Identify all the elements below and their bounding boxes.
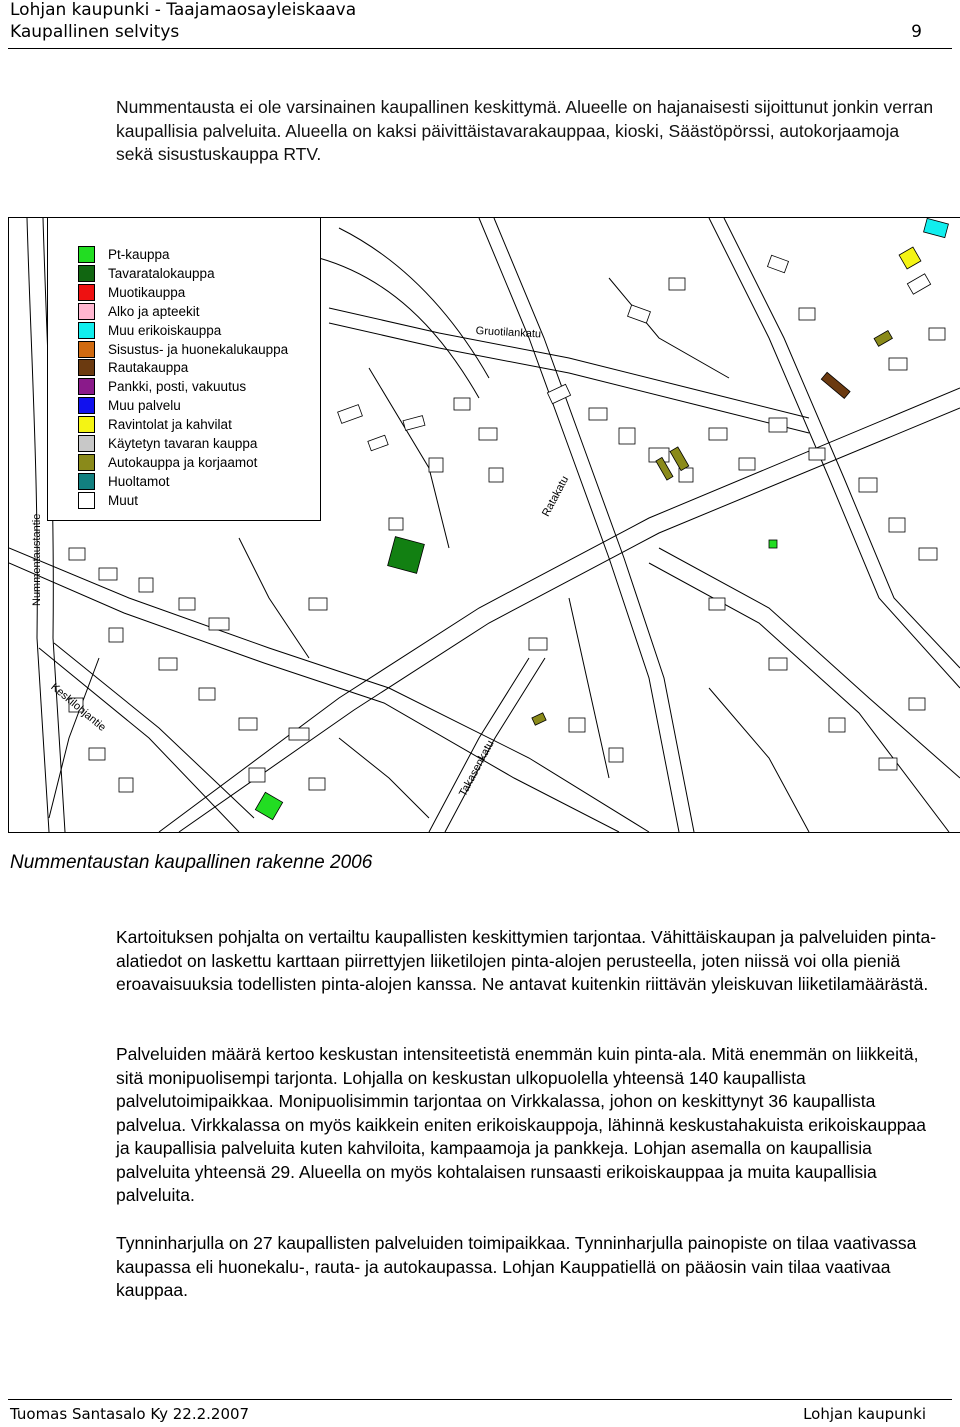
legend-item — [78, 245, 170, 264]
legend-item — [78, 340, 288, 359]
tavaratalokauppa-marker — [388, 537, 425, 574]
legend-item — [78, 321, 221, 340]
page-number: 9 — [911, 22, 922, 42]
legend-swatch — [78, 492, 95, 509]
figure-caption: Nummentaustan kaupallinen rakenne 2006 — [10, 852, 373, 873]
legend-label: Muu palvelu — [108, 398, 181, 414]
legend-label: Pt-kauppa — [108, 247, 170, 262]
map-legend — [47, 218, 321, 521]
legend-label: Muu erikoiskauppa — [108, 322, 222, 338]
erikoiskauppa-marker — [924, 218, 949, 237]
street-label: Gruotilankatu — [475, 325, 542, 341]
legend-item — [78, 264, 215, 283]
document-title: Lohjan kaupunki - Taajamaosayleiskaava — [10, 0, 357, 20]
legend-item — [78, 302, 200, 321]
korjaamo-marker — [670, 447, 689, 471]
legend-label: Rautakauppa — [108, 360, 189, 376]
legend-label: Muotikauppa — [108, 284, 186, 300]
korjaamo-marker — [874, 331, 892, 347]
legend-swatch — [78, 473, 95, 490]
legend-label: Tavaratalokauppa — [108, 265, 215, 281]
body-paragraph: Palveluiden määrä kertoo keskustan intensiteetistä enemmän kuin pinta-ala. Mitä enemmän on liikkeitä, sitä monipuolisempi tarjonta. Lohjalla on keskustan ulkopuolella yhteensä 140 kaupallista palvelutoimipaikkaa. Monipuolisimmin tarjontaa on Virkkalassa, johon on keskittynyt 36 kaupallista palvelua. Virkkalassa on myös kaikkein eniten erikoiskauppoja, lähinnä keskustahakuista erikoiskauppaa ja kaupallisia palveluita kuten kahviloita, kampaamoja ja pankkeja. Lohjan asemalla on kaupallisia palveluita yhteensä 29. Alueella on myös kohtalaisen runsaasti erikoiskauppaa ja muita kaupallisia palveluita. — [116, 1044, 927, 1205]
legend-item — [78, 396, 181, 415]
ravintola-marker — [899, 247, 921, 269]
footer-rule — [8, 1399, 952, 1400]
footer-author-date: Tuomas Santasalo Ky 22.2.2007 — [10, 1405, 250, 1423]
legend-label: Autokauppa ja korjaamot — [108, 454, 258, 470]
legend-item — [78, 491, 138, 510]
street-label: Nummentaustantie — [31, 513, 43, 606]
legend-label: Ravintolat ja kahvilat — [108, 417, 232, 433]
legend-label: Pankki, posti, vakuutus — [108, 379, 247, 395]
street-label: Takasenkatu — [457, 738, 497, 799]
legend-item — [78, 358, 188, 377]
legend-swatch — [78, 322, 95, 339]
legend-swatch — [78, 454, 95, 471]
header-rule — [8, 48, 952, 49]
rautakauppa-marker — [821, 372, 850, 398]
pt-kauppa-marker — [255, 792, 282, 819]
legend-label: Sisustus- ja huonekalukauppa — [108, 341, 289, 357]
legend-swatch — [78, 246, 95, 263]
document-subtitle: Kaupallinen selvitys — [10, 22, 180, 42]
body-paragraph: Kartoituksen pohjalta on vertailtu kaupallisten keskittymien tarjontaa. Vähittäiskaupan ja palveluiden pinta-alatiedot on laskettu karttaan piirrettyjen liiketilojen pinta-alojen perusteella, joten niissä voi olla pieniä eroavaisuuksia todellisten pinta-alojen kanssa. Ne antavat kuitenkin riittävän yleiskuvan liiketilamäärästä. — [116, 927, 937, 994]
intro-paragraph: Nummentausta ei ole varsinainen kaupallinen keskittymä. Alueelle on hajanaisesti sijoittunut jonkin verran kaupallisia palveluita. Alueella on kaksi päivittäistavarakauppaa, kioski, Säästöpörssi, autokorjaamoja sekä sisustuskauppa RTV. — [116, 97, 934, 164]
map-figure — [8, 217, 960, 833]
legend-item — [78, 472, 170, 491]
legend-item — [78, 283, 185, 302]
legend-swatch — [78, 359, 95, 376]
legend-item — [78, 377, 246, 396]
legend-item — [78, 453, 257, 472]
legend-item — [78, 415, 232, 434]
legend-swatch — [78, 303, 95, 320]
legend-label: Alko ja apteekit — [108, 303, 200, 319]
legend-swatch — [78, 265, 95, 282]
legend-swatch — [78, 284, 95, 301]
legend-label: Muut — [108, 492, 139, 508]
pt-kauppa-marker — [769, 540, 777, 548]
street-label: Keskilohjantie — [48, 681, 108, 734]
footer-organization: Lohjan kaupunki — [803, 1405, 926, 1423]
legend-label: Käytetyn tavaran kauppa — [108, 436, 258, 451]
korjaamo-marker — [532, 713, 546, 725]
legend-swatch — [78, 416, 95, 433]
legend-swatch — [78, 397, 95, 414]
legend-item — [78, 434, 257, 453]
body-paragraph: Tynninharjulla on 27 kaupallisten palveluiden toimipaikkaa. Tynninharjulla painopiste on tilaa vaativassa kaupassa eli huonekalu-, rauta- ja autokaupassa. Lohjan Kauppatiellä on pääosin vain tilaa vaativaa kauppaa. — [116, 1233, 917, 1300]
street-label: Ratakatu — [540, 474, 572, 519]
legend-swatch — [78, 341, 95, 358]
legend-swatch — [78, 435, 95, 452]
legend-label: Huoltamot — [108, 473, 170, 489]
legend-swatch — [78, 378, 95, 395]
